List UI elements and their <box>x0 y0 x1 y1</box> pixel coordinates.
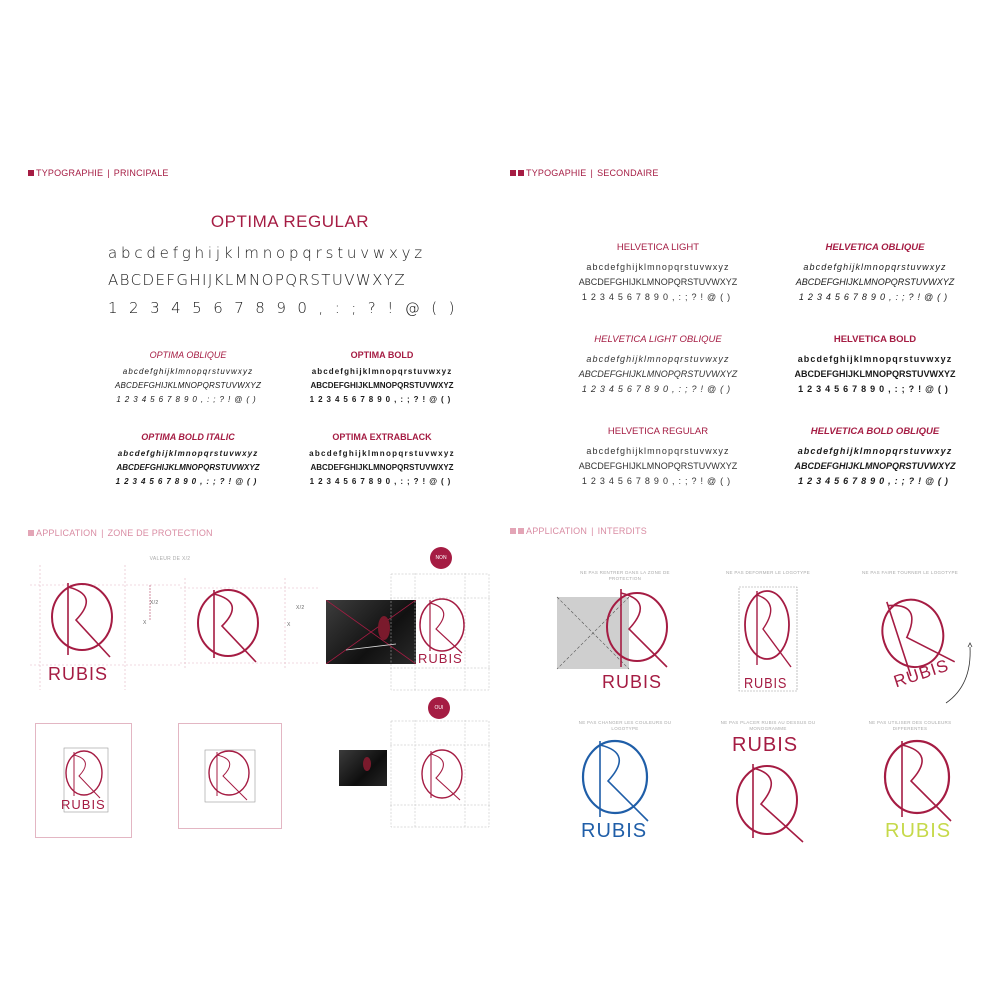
sample-numerals: 1234567890,:;?!@() <box>309 477 455 486</box>
sample-lowercase: abcdefghijklmnopqrstuvwxyz <box>311 367 453 376</box>
sample-lowercase: abcdefghijklmnopqrstuvwxyz <box>803 262 947 272</box>
sample-uppercase: ABCDEFGHIJKLMNOPQRSTUVWXYZ <box>310 463 454 472</box>
sample-title: HELVETICA LIGHT OBLIQUE <box>594 334 722 345</box>
sample-numerals: 1234567890,:;?!@() <box>798 476 952 486</box>
player-icon <box>339 750 387 786</box>
sample-title: OPTIMA EXTRABLACK <box>332 432 432 442</box>
header-sublabel: ZONE DE PROTECTION <box>107 528 213 538</box>
protection-grid-logo-2 <box>180 578 320 668</box>
sample-lowercase: abcdefghijklmnopqrstuvwxyz <box>586 262 730 272</box>
valeur-caption: VALEUR DE X/2 <box>149 556 191 562</box>
sample-uppercase: ABCDEFGHIJKLMNOPQRSTUVWXYZ <box>578 461 738 471</box>
rubis-wordmark-non: RUBIS <box>418 651 463 666</box>
sample-numerals: 1234567890,:;?!@() <box>798 384 952 394</box>
rubis-monogram-icon <box>36 724 131 837</box>
optima-oblique-sample <box>88 350 288 407</box>
rubis-monogram-icon <box>198 590 258 662</box>
bullet-icon <box>518 528 524 534</box>
helvetica-oblique-sample <box>770 242 980 305</box>
header-label: APPLICATION <box>36 528 98 538</box>
header-sublabel: INTERDITS <box>597 526 647 536</box>
sample-uppercase: ABCDEFGHIJKLMNOPQRSTUVWXYZ <box>578 277 738 287</box>
sample-numerals: 1234567890,:;?!@() <box>798 292 952 302</box>
sample-lowercase: abcdefghijklmnopqrstuvwxyz <box>797 354 953 364</box>
helvetica-bold-oblique-sample <box>770 426 980 489</box>
helvetica-bold-sample <box>770 334 980 397</box>
rubis-wordmark-interdit-1: RUBIS <box>602 672 663 692</box>
sample-title: HELVETICA REGULAR <box>607 426 709 437</box>
tennis-photo-oui <box>339 750 387 786</box>
optima-lowercase: abcdefghijklmnopqrstuvwxyz <box>108 244 426 262</box>
sample-uppercase: ABCDEFGHIJKLMNOPQRSTUVWXYZ <box>310 381 454 390</box>
optima-regular-title: OPTIMA REGULAR <box>210 212 370 231</box>
rubis-monogram-icon <box>737 764 803 842</box>
optima-uppercase: ABCDEFGHIJKLMNOPQRSTUVWXYZ <box>108 271 407 289</box>
rubis-wordmark-framed: RUBIS <box>61 797 106 812</box>
sample-lowercase: abcdefghijklmnopqrstuvwxyz <box>122 367 254 376</box>
sample-numerals: 1234567890,:;?!@() <box>115 477 261 486</box>
badge-oui: OUI <box>428 697 450 719</box>
bullet-icon <box>510 528 516 534</box>
rubis-monogram-icon <box>745 591 791 667</box>
rubis-wordmark-interdit-2: RUBIS <box>744 675 788 692</box>
framed-logo-1 <box>35 723 132 838</box>
rubis-monogram-icon <box>179 724 281 828</box>
sample-lowercase: abcdefghijklmnopqrstuvwxyz <box>117 449 259 458</box>
helvetica-light-oblique-sample <box>553 334 763 397</box>
sample-title: HELVETICA OBLIQUE <box>825 242 925 253</box>
rubis-wordmark-lime: RUBIS <box>885 820 952 842</box>
rubis-wordmark: RUBIS <box>48 664 109 684</box>
rubis-monogram-icon <box>52 583 112 657</box>
rubis-monogram-icon <box>422 750 462 800</box>
sample-title: OPTIMA OBLIQUE <box>149 350 227 360</box>
sample-uppercase: ABCDEFGHIJKLMNOPQRSTUVWXYZ <box>116 463 260 472</box>
optima-bold-sample <box>282 350 482 407</box>
interdit-rotate-logo <box>860 585 980 715</box>
section-header-typo-sec: TYPOGAPHIE | SECONDAIRE <box>510 168 659 178</box>
helvetica-regular-sample <box>553 426 763 489</box>
sample-uppercase: ABCDEFGHIJKLMNOPQRSTUVWXYZ <box>795 277 955 287</box>
rubis-wordmark-above: RUBIS <box>732 734 799 756</box>
header-sublabel: PRINCIPALE <box>113 168 169 178</box>
caption-rotate: NE PAS FAIRE TOURNER LE LOGOTYPE <box>861 570 959 575</box>
interdit-order-logo <box>725 760 815 845</box>
sample-numerals: 1234567890,:;?!@() <box>581 384 735 394</box>
interdit-blue-logo <box>570 737 660 822</box>
sample-lowercase: abcdefghijklmnopqrstuvwxyz <box>797 446 953 456</box>
x-half-label: X/2 <box>150 600 159 606</box>
rubis-wordmark-blue: RUBIS <box>581 820 648 842</box>
caption-diff-colors: NE PAS UTILISER DES COULEURS DIFFERENTES <box>868 720 952 731</box>
bullet-icon <box>28 530 34 536</box>
header-sublabel: SECONDAIRE <box>597 168 659 178</box>
section-header-typo-main: TYPOGRAPHIE | PRINCIPALE <box>28 168 169 178</box>
header-label: TYPOGRAPHIE <box>36 168 104 178</box>
optima-bold-italic-sample <box>88 432 288 489</box>
x-half-label-2: X/2 <box>296 605 305 611</box>
sample-title: HELVETICA BOLD OBLIQUE <box>810 426 940 437</box>
rubis-monogram-icon <box>420 599 464 653</box>
x-label: X <box>143 620 147 626</box>
bullet-icon <box>28 170 34 176</box>
section-header-app-zone: APPLICATION | ZONE DE PROTECTION <box>28 528 213 538</box>
caption-zone: NE PAS RENTRER DANS LA ZONE DE PROTECTION <box>580 570 670 581</box>
sample-title: HELVETICA BOLD <box>833 334 917 345</box>
sample-uppercase: ABCDEFGHIJKLMNOPQRSTUVWXYZ <box>794 461 956 471</box>
caption-colors: NE PAS CHANGER LES COULEURS DU LOGOTYPE <box>578 720 672 731</box>
sample-title: OPTIMA BOLD ITALIC <box>141 432 235 442</box>
rubis-monogram-icon <box>885 741 951 821</box>
sample-numerals: 1234567890,:;?!@() <box>581 476 735 486</box>
x-label-2: X <box>287 622 291 628</box>
caption-order: NE PAS PLACER RUBIS AU DESSUS DU MONOGRAMME <box>720 720 816 731</box>
sample-lowercase: abcdefghijklmnopqrstuvwxyz <box>309 449 455 458</box>
bullet-icon <box>510 170 516 176</box>
bullet-icon <box>518 170 524 176</box>
section-header-app-interdits: APPLICATION | INTERDITS <box>510 526 647 536</box>
sample-title: HELVETICA LIGHT <box>616 242 700 253</box>
sample-title: OPTIMA BOLD <box>350 350 414 360</box>
protection-grid-logo-non <box>390 573 490 691</box>
sample-numerals: 1234567890,:;?!@() <box>116 395 260 404</box>
header-label: TYPOGAPHIE <box>526 168 587 178</box>
sample-uppercase: ABCDEFGHIJKLMNOPQRSTUVWXYZ <box>794 369 956 379</box>
rubis-monogram-icon <box>583 741 648 821</box>
interdit-diffcolor-logo <box>875 737 965 822</box>
protection-grid-logo-oui <box>390 720 490 828</box>
sample-lowercase: abcdefghijklmnopqrstuvwxyz <box>586 354 730 364</box>
sample-uppercase: ABCDEFGHIJKLMNOPQRSTUVWXYZ <box>114 381 262 390</box>
sample-numerals: 1234567890,:;?!@() <box>309 395 455 404</box>
optima-extrablack-sample <box>282 432 482 489</box>
helvetica-light-sample <box>553 242 763 305</box>
caption-deform: NE PAS DEFORMER LE LOGOTYPE <box>725 570 811 575</box>
rubis-wordmark-interdit-3: RUBIS <box>891 655 952 692</box>
framed-logo-2 <box>178 723 282 829</box>
header-label: APPLICATION <box>526 526 588 536</box>
badge-non: NON <box>430 547 452 569</box>
sample-lowercase: abcdefghijklmnopqrstuvwxyz <box>586 446 730 456</box>
sample-numerals: 1234567890,:;?!@() <box>581 292 735 302</box>
optima-numerals: 1234567890,:;?!@() <box>108 299 466 317</box>
sample-uppercase: ABCDEFGHIJKLMNOPQRSTUVWXYZ <box>578 369 738 379</box>
